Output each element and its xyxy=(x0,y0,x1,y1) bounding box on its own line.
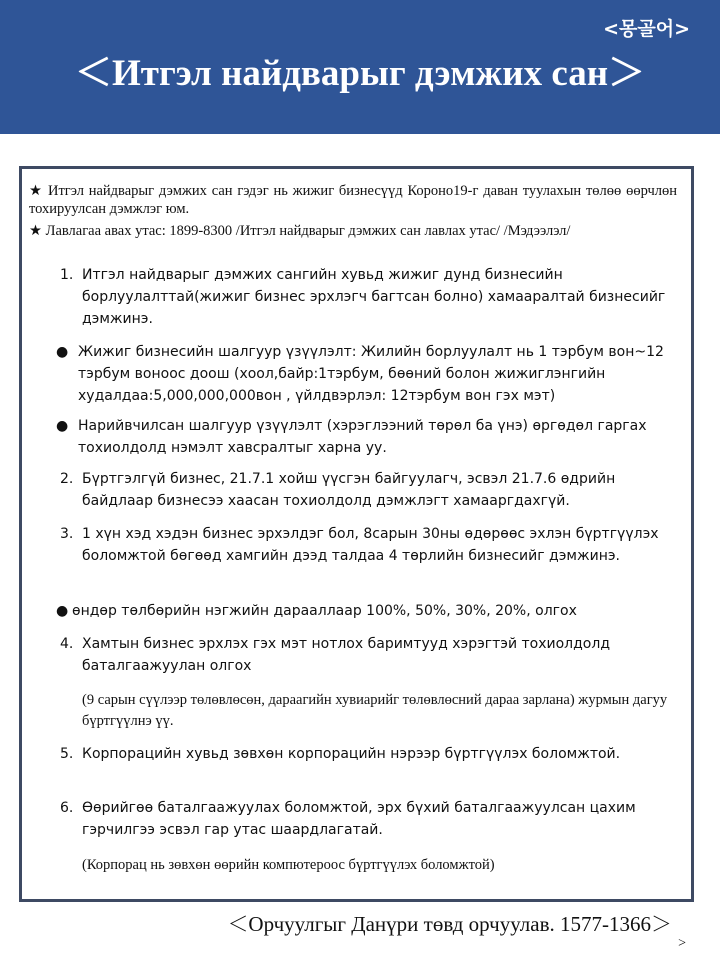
bullet-icon: ● xyxy=(56,344,69,360)
list-marker: 5. xyxy=(60,746,74,762)
header-banner xyxy=(0,0,720,134)
bullet-icon: ● xyxy=(56,603,69,619)
bullet-icon: ● xyxy=(56,418,69,434)
list-marker: 3. xyxy=(60,526,74,542)
list-item-3 xyxy=(60,523,675,567)
page-title: ＜Итгэл найдварыг дэмжих сан＞ xyxy=(74,53,646,94)
list-text: Жижиг бизнесийн шалгуур үзүүлэлт: Жилийн борлуулалт нь 1 тэрбум вон~12 тэрбум воноос доош (хоол,байр:1тэрбум, бөөний болон жижиглэнгийн худалдаа:5,000,000,000вон , үйлдвэрлэл: 12тэрбум вон гэх мэт) xyxy=(78,344,664,404)
list-text: Бүртгэлгүй бизнес, 21.7.1 хойш үүсгэн байгуулагч, эсвэл 21.7.6 өдрийн байдлаар бизнесээ хаасан тохиолдолд дэмжлэгт хамааргдахгүй. xyxy=(82,471,616,509)
credit-text: ＜Орчуулгыг Данүри төвд орчуулав. 1577-1366＞ xyxy=(227,912,672,936)
note-item-6: (Корпорац нь зөвхөн өөрийн компютероос бүртгүүлэх боломжтой) xyxy=(82,857,495,873)
list-text: Итгэл найдварыг дэмжих сангийн хувьд жижиг дунд бизнесийн борлуулалттай(жижиг бизнес эрхлэгч багтсан болно) хамааралтай бизнесийг дэмжинэ. xyxy=(82,267,666,327)
bullet-item-detail xyxy=(56,415,675,459)
list-marker: 6. xyxy=(60,800,74,816)
list-text: өндөр төлбөрийн нэгжийн дарааллаар 100%, 50%, 30%, 20%, олгох xyxy=(72,603,577,619)
intro-line-2: ★ Лавлагаа авах утас: 1899-8300 /Итгэл найдварыг дэмжих сан лавлах утас/ /Мэдээлэл/ xyxy=(29,223,571,239)
list-item-2 xyxy=(60,468,675,512)
list-item-1 xyxy=(60,264,675,330)
bullet-item-rates xyxy=(56,600,675,622)
list-marker: 1. xyxy=(60,267,74,283)
language-tag: <몽골어> xyxy=(603,18,690,40)
list-text: Хамтын бизнес эрхлэх гэх мэт нотлох баримтууд хэрэгтэй тохиолдолд баталгаажуулан олгох xyxy=(82,636,610,674)
list-text: Корпорацийн хувьд зөвхөн корпорацийн нэрээр бүртгүүлэх боломжтой. xyxy=(82,746,621,762)
list-item-4 xyxy=(60,633,675,677)
note-item-4: (9 сарын сүүлээр төлөвлөсөн, дараагийн хувиарийг төлөвлөсний дараа зарлана) журмын дагуу бүртгүүлнэ үү. xyxy=(82,692,668,729)
list-item-5 xyxy=(60,743,675,765)
list-item-6 xyxy=(60,797,675,841)
list-text: Өөрийгөө баталгаажуулах боломжтой, эрх бүхий баталгаажуулсан цахим гэрчилгээ эсвэл гар утас шаардлагатай. xyxy=(82,800,636,838)
credit-tail: > xyxy=(678,936,686,951)
list-marker: 2. xyxy=(60,471,74,487)
list-text: Нарийвчилсан шалгуур үзүүлэлт (хэрэглээний төрөл ба үнэ) өргөдөл гаргах тохиолдолд нэмэлт хавсралтыг харна уу. xyxy=(78,418,647,456)
list-marker: 4. xyxy=(60,636,74,652)
bullet-item-criteria xyxy=(56,341,675,407)
intro-line-1: ★ Итгэл найдварыг дэмжих сан гэдэг нь жижиг бизнесүүд Короно19-г даван туулахын төлөө өөрчлөн тохируулсан дэмжлэг юм. xyxy=(29,183,677,217)
list-text: 1 хүн хэд хэдэн бизнес эрхэлдэг бол, 8сарын 30ны өдөрөөс эхлэн бүртгүүлэх боломжтой бөгөөд хамгийн дээд талдаа 4 төрлийн бизнесийг дэмжинэ. xyxy=(82,526,659,564)
